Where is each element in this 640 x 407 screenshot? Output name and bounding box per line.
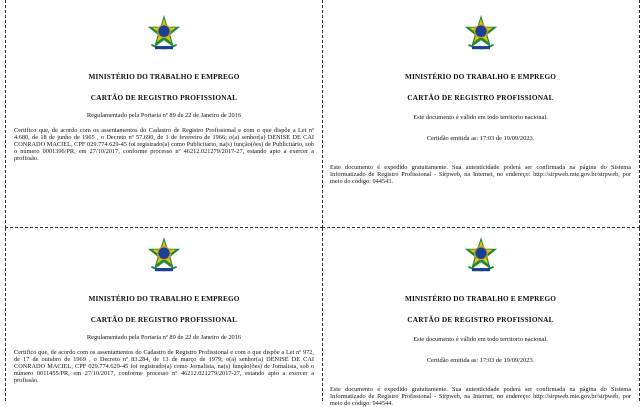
regulation-line: Regulamentado pela Portaria nº 89 de 22 de Janeiro de 2016	[86, 112, 242, 119]
validity-note: Este documento é válido em todo territorio nacional.	[413, 336, 548, 343]
card-title: CARTÃO DE REGISTRO PROFISSIONAL	[90, 93, 238, 102]
registration-card-back-1	[322, 0, 640, 228]
authenticity-note: Este documento é expedido gratuitamente. Sua autenticidade poderá ser confirmada na página do Sistema Informatizado de Registro Profissional - Sirpweb, na Internet, no endereço: http://sirpweb.mte.gov.br/sirpweb, por meio do código: 944543.	[330, 164, 631, 186]
issued-timestamp: Certidão emitida as: 17:03 de 19/09/2023.	[426, 357, 535, 364]
card-title: CARTÃO DE REGISTRO PROFISSIONAL	[407, 315, 554, 324]
certification-text: Certifico que, de acordo com os assentamentos do Cadastro de Registro Profissional e com o que dispõe a Lei nº 972, de 17 de outubro de 1969 , o Decreto nº 83.284, de 13 de março de 1979; o(a) senhor(a) DENISE DE CAI CONRADO MACIEL, CPF 029.774.629-45 foi registrado(a) como Jornalista, na(s) função(ões) de Jornalista, sob o número 0011455/PR, em 27/10/2017, conforme processo nº 46212.021279/2017-27, estando apto a exercer a profissão.	[14, 349, 314, 385]
validity-note: Este documento é válido em todo territorio nacional.	[413, 114, 548, 121]
card-title: CARTÃO DE REGISTRO PROFISSIONAL	[407, 93, 554, 102]
registration-card-front-2	[5, 228, 323, 401]
coat-of-arms-icon	[146, 236, 182, 274]
coat-of-arms-icon	[463, 236, 499, 274]
card-title: CARTÃO DE REGISTRO PROFISSIONAL	[90, 315, 238, 324]
authenticity-note: Este documento é expedido gratuitamente. Sua autenticidade poderá ser confirmada na página do Sistema Informatizado de Registro Profissional - Sirpweb, na Internet, no endereço: http://sirpweb.mte.gov.br/sirpweb, por meio do código: 944544.	[330, 386, 631, 407]
ministry-heading: MINISTÉRIO DO TRABALHO E EMPREGO	[404, 72, 557, 81]
issued-timestamp: Certidão emitida as: 17:03 de 19/09/2023.	[426, 135, 535, 142]
registration-card-front-1	[5, 0, 323, 228]
ministry-heading: MINISTÉRIO DO TRABALHO E EMPREGO	[88, 72, 240, 81]
registration-card-back-2	[322, 228, 640, 407]
certification-text: Certifico que, de acordo com os assentamentos do Cadastro de Registro Profissional e com o que dispõe a Lei nº 4.680, de 18 de junho de 1965 , o Decreto nº 57.690, de 1 de fevereiro de 1966; o(a) senhor(a) DENISE DE CAI CONRADO MACIEL, CPF 029.774.629-45 foi registrado(a) como Publicitário, na(s) função(ões) de Publicitário, sob o número 0001396/PR, em 27/10/2017, conforme processo nº 46212.021279/2017-27, estando apto a exercer a profissão.	[14, 127, 314, 163]
regulation-line: Regulamentado pela Portaria nº 89 de 22 de Janeiro de 2016	[86, 334, 242, 341]
ministry-heading: MINISTÉRIO DO TRABALHO E EMPREGO	[404, 294, 557, 303]
coat-of-arms-icon	[146, 14, 182, 52]
coat-of-arms-icon	[463, 14, 499, 52]
ministry-heading: MINISTÉRIO DO TRABALHO E EMPREGO	[88, 294, 240, 303]
